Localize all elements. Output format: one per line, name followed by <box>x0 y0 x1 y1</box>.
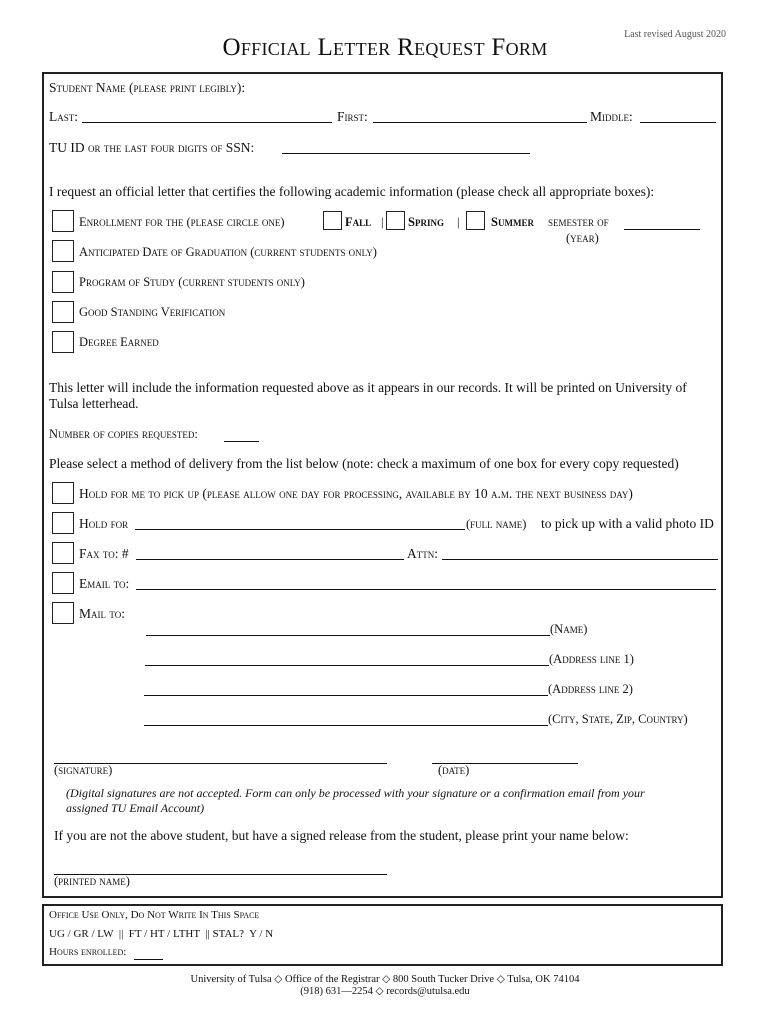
mail-address1-label: (Address line 1) <box>549 652 634 666</box>
attn-field[interactable] <box>442 547 718 565</box>
degree-label: Degree Earned <box>79 335 159 349</box>
fax-number-field[interactable] <box>136 547 404 565</box>
footer-address: University of Tulsa ◇ Office of the Registrar ◇ 800 South Tucker Drive ◇ Tulsa, OK 74104 <box>190 974 580 985</box>
hold-me-label: Hold for me to pick up (please allow one day for processing, available by 10 a.m. the next business day) <box>79 486 633 501</box>
hold-for-label: Hold for <box>79 516 129 531</box>
digital-signature-note: (Digital signatures are not accepted. Form can only be processed with your signature or a confirmation email from your assigned TU Email Account) <box>66 786 645 815</box>
summer-label: Summer <box>491 215 534 229</box>
summer-checkbox[interactable] <box>466 211 485 230</box>
separator-1: | <box>381 215 384 229</box>
printed-name-label: (printed name) <box>54 874 130 888</box>
footer-contact: (918) 631—2254 ◇ records@utulsa.edu <box>300 986 470 997</box>
separator-2: | <box>457 215 460 229</box>
mail-name-field[interactable] <box>146 623 550 641</box>
full-name-label: (full name) <box>466 517 527 531</box>
spring-label: Spring <box>408 215 444 229</box>
hold-for-checkbox[interactable] <box>52 512 74 534</box>
last-name-field[interactable] <box>82 110 332 128</box>
mail-address1-field[interactable] <box>145 653 549 671</box>
tu-id-field[interactable] <box>282 141 530 159</box>
hours-enrolled-label: Hours enrolled: <box>49 946 127 958</box>
fax-label: Fax to: # <box>79 546 129 561</box>
hold-for-suffix: to pick up with a valid photo ID <box>541 516 714 531</box>
program-checkbox[interactable] <box>52 271 74 293</box>
release-note: If you are not the above student, but have a signed release from the student, please print your name below: <box>54 828 629 843</box>
office-codes: UG / GR / LW || FT / HT / LTHT || STAL? Y / N <box>49 928 274 940</box>
mail-city-field[interactable] <box>144 713 548 731</box>
copies-field[interactable] <box>224 429 259 447</box>
tu-id-label: TU ID or the last four digits of SSN: <box>49 140 255 155</box>
email-field[interactable] <box>136 577 716 595</box>
mail-checkbox[interactable] <box>52 602 74 624</box>
student-name-heading: Student Name (please print legibly): <box>49 80 246 95</box>
page-title: Official Letter Request Form <box>222 34 548 61</box>
hold-for-name-field[interactable] <box>135 517 465 535</box>
middle-name-label: Middle: <box>590 109 633 124</box>
hours-enrolled-field <box>134 947 163 965</box>
middle-name-field[interactable] <box>640 110 716 128</box>
delivery-intro: Please select a method of delivery from the list below (note: check a maximum of one box for every copy requested) <box>49 456 679 471</box>
fall-checkbox[interactable] <box>323 211 342 230</box>
copies-label: Number of copies requested: <box>49 427 198 441</box>
fall-label: Fall <box>345 215 372 229</box>
mail-address2-field[interactable] <box>144 683 548 701</box>
spring-checkbox[interactable] <box>386 211 405 230</box>
fax-checkbox[interactable] <box>52 542 74 564</box>
first-name-field[interactable] <box>373 110 587 128</box>
semester-year-field[interactable] <box>624 217 700 235</box>
semester-of-label: semester of <box>548 215 609 229</box>
mail-address2-label: (Address line 2) <box>548 682 633 696</box>
enrollment-checkbox[interactable] <box>52 210 74 232</box>
mail-city-label: (City, State, Zip, Country) <box>548 712 688 726</box>
email-label: Email to: <box>79 576 130 591</box>
enrollment-label: Enrollment for the (please circle one) <box>79 215 285 229</box>
degree-checkbox[interactable] <box>52 331 74 353</box>
good-standing-checkbox[interactable] <box>52 301 74 323</box>
attn-label: Attn: <box>407 546 438 561</box>
signature-label: (signature) <box>54 763 113 777</box>
mail-label: Mail to: <box>79 606 125 621</box>
mail-name-label: (Name) <box>550 622 588 636</box>
hold-me-checkbox[interactable] <box>52 482 74 504</box>
graduation-label: Anticipated Date of Graduation (current students only) <box>79 245 377 259</box>
graduation-checkbox[interactable] <box>52 240 74 262</box>
office-use-heading: Office Use Only, Do Not Write In This Space <box>49 909 260 921</box>
first-name-label: First: <box>337 109 368 124</box>
program-label: Program of Study (current students only) <box>79 275 305 289</box>
letterhead-note: This letter will include the information requested above as it appears in our records. It will be printed on University of Tulsa letterhead. <box>49 380 687 411</box>
good-standing-label: Good Standing Verification <box>79 305 226 319</box>
last-revised-note: Last revised August 2020 <box>624 29 726 40</box>
request-intro: I request an official letter that certifies the following academic information (please check all appropriate boxes): <box>49 184 655 199</box>
year-label: (year) <box>566 231 599 245</box>
last-name-label: Last: <box>49 109 78 124</box>
date-label: (date) <box>438 763 470 777</box>
email-checkbox[interactable] <box>52 572 74 594</box>
